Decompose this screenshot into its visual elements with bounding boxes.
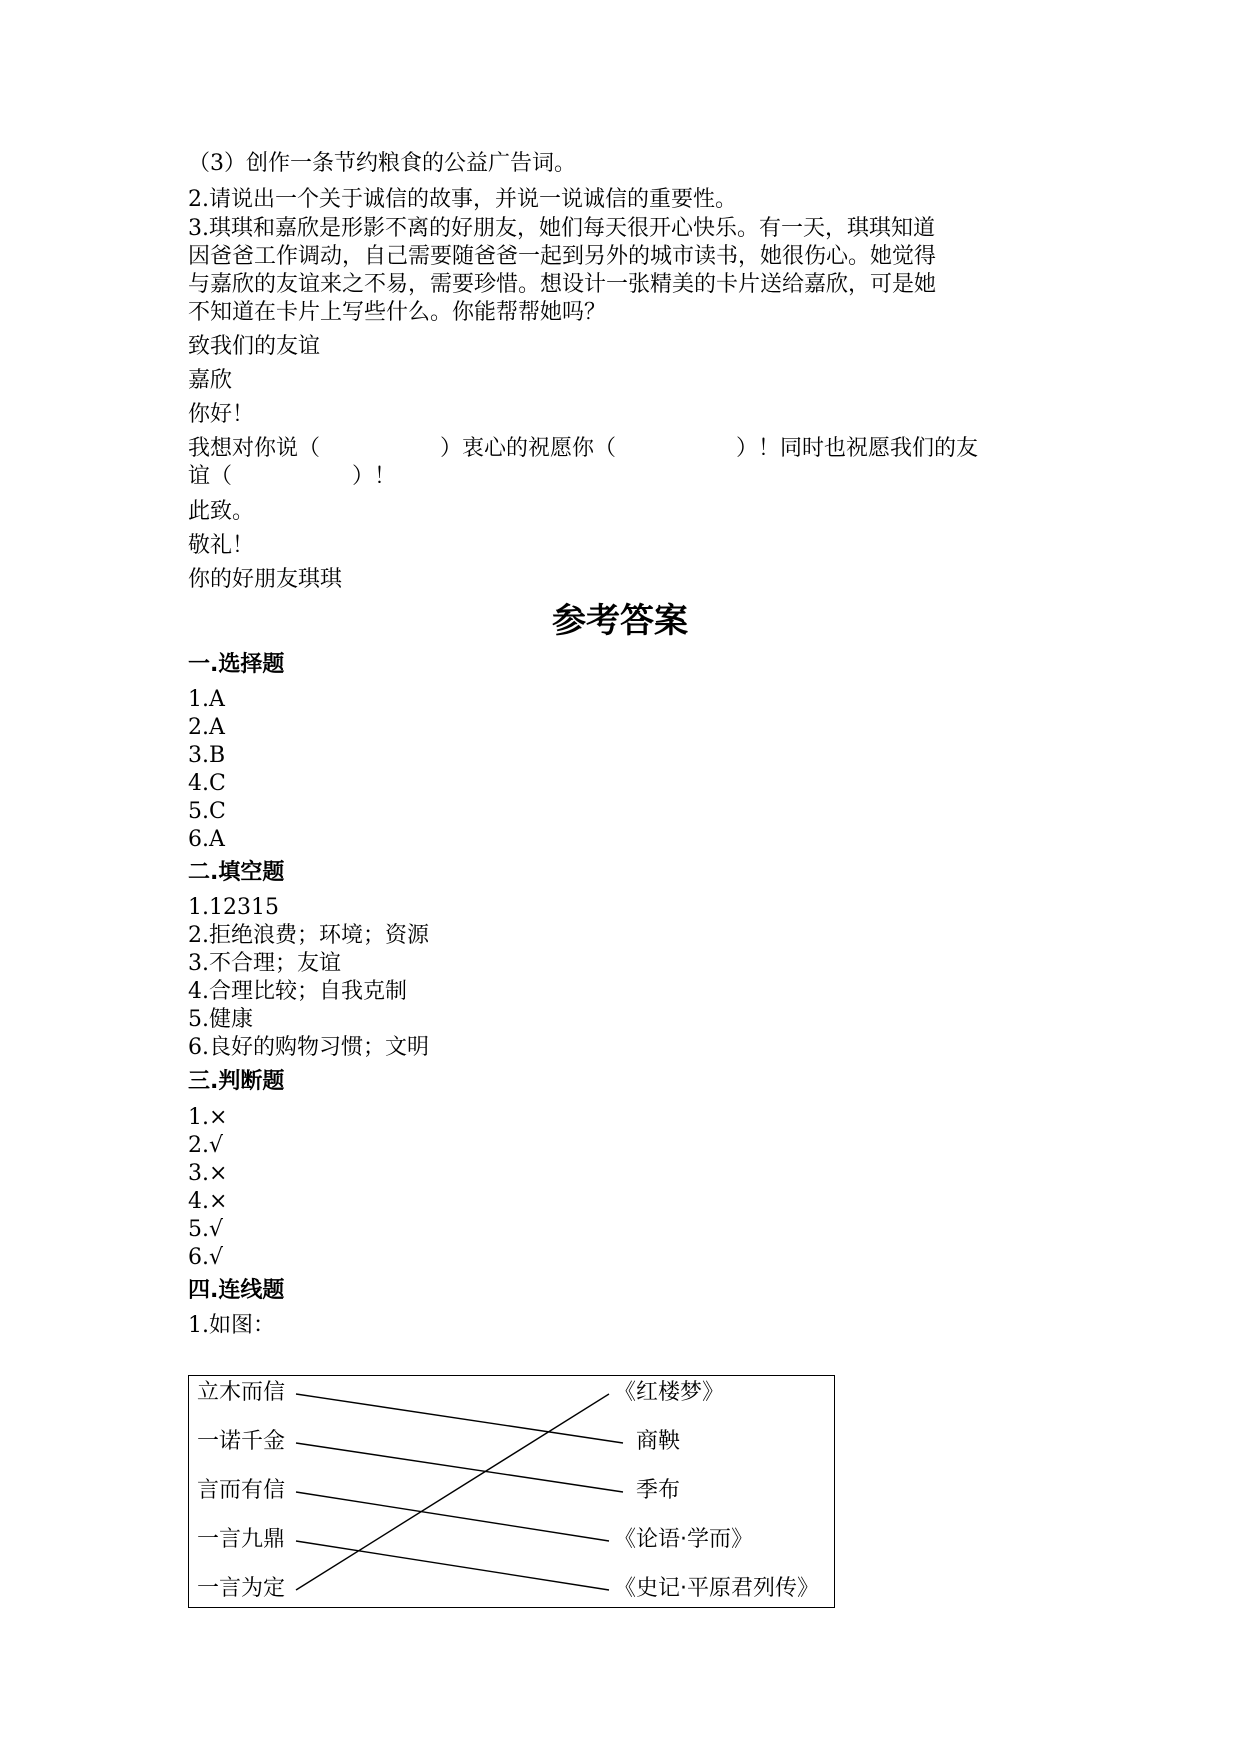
connection-line [296,1541,609,1590]
answer-item: 2.A [188,715,225,740]
answer-item: 3.B [188,743,226,768]
answer-item: 3.× [188,1161,228,1186]
answer-item: 5.√ [188,1217,224,1242]
answer-item: 6.√ [188,1245,224,1270]
card-body-text: ）！ [352,464,397,489]
card-closing-1: 此致。 [188,499,255,524]
right-item: 季布 [636,1478,681,1503]
question-3-line: 因爸爸工作调动，自己需要随爸爸一起到另外的城市读书，她很伤心。她觉得 [188,244,937,269]
right-item: 商鞅 [636,1429,681,1454]
question-3-line: 与嘉欣的友谊来之不易，需要珍惜。想设计一张精美的卡片送给嘉欣，可是她 [188,272,937,297]
question-3-line: 3.琪琪和嘉欣是形影不离的好朋友，她们每天很开心快乐。有一天，琪琪知道 [188,216,935,241]
right-item: 《红楼梦》 [614,1380,725,1405]
connection-line [296,1394,609,1590]
question-2: 2.请说出一个关于诚信的故事，并说一说诚信的重要性。 [188,187,737,212]
matching-diagram [188,1375,835,1608]
answer-item: 2.拒绝浪费；环境；资源 [188,923,429,948]
answer-item: 4.C [188,771,226,796]
left-item: 立木而信 [197,1380,286,1405]
question-3 [188,215,1048,327]
answer-item: 4.× [188,1189,228,1214]
answer-item: 6.良好的购物习惯；文明 [188,1035,429,1060]
connection-line [296,1394,623,1443]
left-item: 一言为定 [197,1576,286,1601]
answer-item: 2.√ [188,1133,224,1158]
connection-line [296,1492,609,1541]
question-1-3: （3）创作一条节约粮食的公益广告词。 [188,151,576,176]
matching-lines [189,1376,836,1609]
question-3-line: 不知道在卡片上写些什么。你能帮帮她吗？ [188,300,607,325]
answers-title: 参考答案 [552,601,688,641]
section-heading: 一.选择题 [188,652,285,677]
section-heading: 三.判断题 [188,1069,285,1094]
answer-item: 4.合理比较；自我克制 [188,979,407,1004]
card-signature: 你的好朋友琪琪 [188,567,343,592]
connection-line [296,1443,623,1492]
answer-item: 5.C [188,799,226,824]
card-closing-2: 敬礼！ [188,533,255,558]
section-heading: 二.填空题 [188,860,285,885]
answer-item: 1.A [188,687,225,712]
answer-item: 1.12315 [188,895,279,920]
card-body-text: ）衷心的祝愿你（ [440,436,617,461]
right-item: 《论语·学而》 [614,1527,753,1552]
answer-item: 3.不合理；友谊 [188,951,341,976]
card-heading: 致我们的友谊 [188,334,321,359]
left-item: 一诺千金 [197,1429,286,1454]
answer-item: 5.健康 [188,1007,253,1032]
answer-item: 1.× [188,1105,228,1130]
answer-item: 6.A [188,827,225,852]
card-body-text: ）！同时也祝愿我们的友 [736,436,979,461]
left-item: 言而有信 [197,1478,286,1503]
card-body [188,435,1048,491]
card-body-text: 谊（ [188,464,233,489]
card-greeting: 你好！ [188,402,255,427]
left-item: 一言九鼎 [197,1527,286,1552]
answer-item: 1.如图： [188,1313,275,1338]
card-body-text: 我想对你说（ [188,436,321,461]
right-item: 《史记·平原君列传》 [614,1576,819,1601]
card-recipient: 嘉欣 [188,368,233,393]
section-heading: 四.连线题 [188,1278,285,1303]
